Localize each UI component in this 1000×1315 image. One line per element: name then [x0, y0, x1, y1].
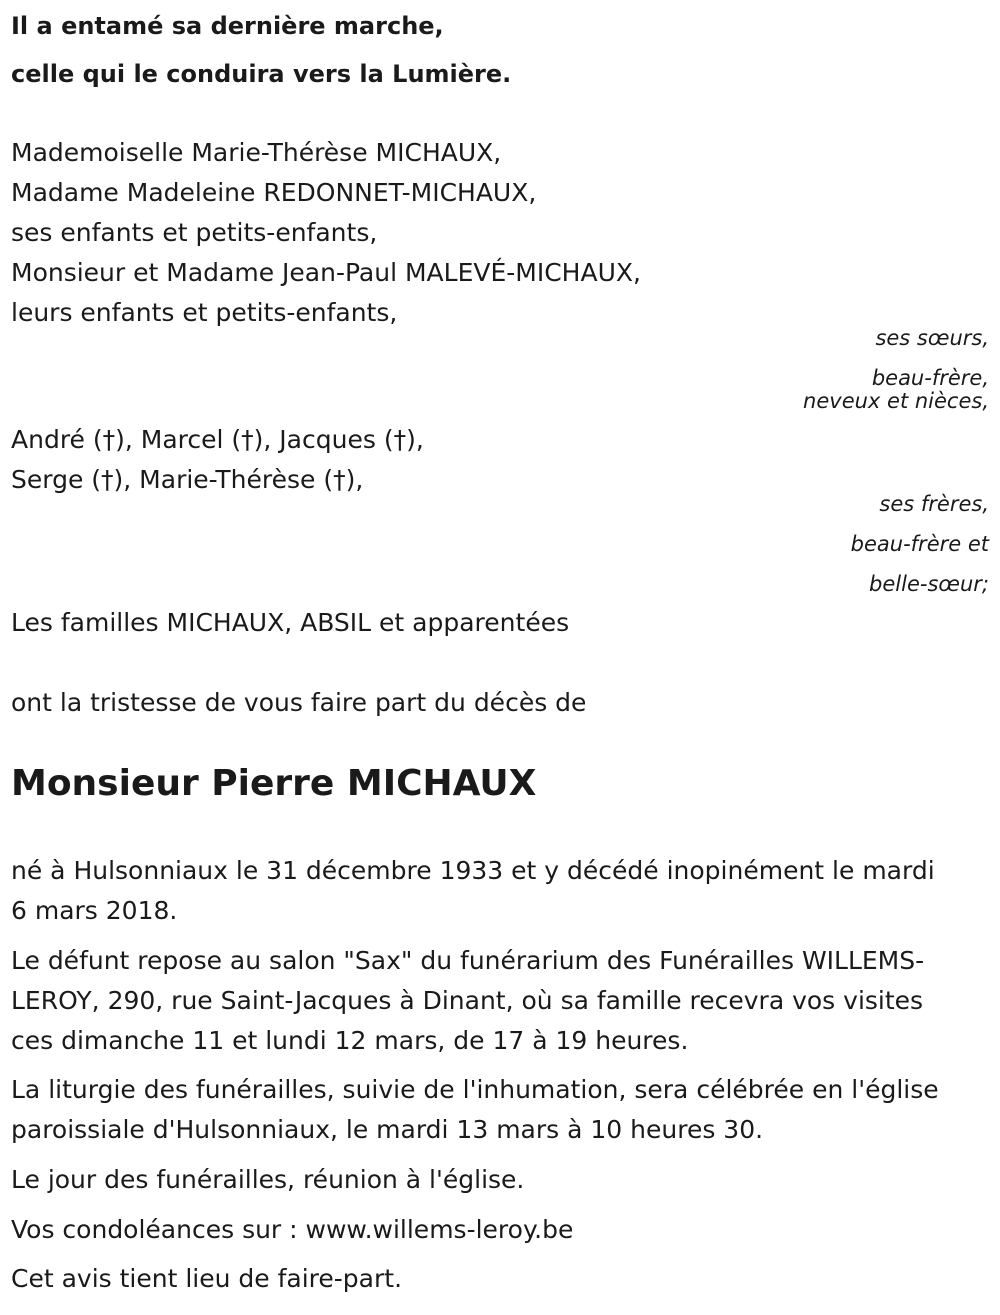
family-line-4: Monsieur et Madame Jean-Paul MALEVÉ-MICHAUX,: [11, 258, 641, 287]
siblings-role-sister-in-law: belle-sœur;: [869, 572, 989, 596]
body-line-9: Vos condoléances sur : www.willems-leroy.be: [11, 1215, 574, 1244]
body-line-10: Cet avis tient lieu de faire-part.: [11, 1264, 403, 1293]
siblings-role-brothers: ses frères,: [879, 492, 989, 516]
body-line-1: né à Hulsonniaux le 31 décembre 1933 et y décédé inopinément le mardi: [11, 856, 935, 885]
deceased-siblings-line-2: Serge (†), Marie-Thérèse (†),: [11, 465, 364, 494]
deceased-siblings-line-1: André (†), Marcel (†), Jacques (†),: [11, 425, 424, 454]
announcement-line: ont la tristesse de vous faire part du décès de: [11, 688, 587, 717]
body-line-6: La liturgie des funérailles, suivie de l'inhumation, sera célébrée en l'église: [11, 1075, 939, 1104]
body-line-2: 6 mars 2018.: [11, 896, 178, 925]
body-line-4: LEROY, 290, rue Saint-Jacques à Dinant, où sa famille recevra vos visites: [11, 986, 924, 1015]
family-line-5: leurs enfants et petits-enfants,: [11, 298, 398, 327]
body-line-8: Le jour des funérailles, réunion à l'église.: [11, 1165, 525, 1194]
family-line-3: ses enfants et petits-enfants,: [11, 218, 378, 247]
deceased-name: Monsieur Pierre MICHAUX: [11, 763, 537, 804]
body-line-7: paroissiale d'Hulsonniaux, le mardi 13 mars à 10 heures 30.: [11, 1115, 764, 1144]
family-role-nephews: neveux et nièces,: [803, 389, 989, 413]
families-line: Les familles MICHAUX, ABSIL et apparentées: [11, 608, 570, 637]
body-line-5: ces dimanche 11 et lundi 12 mars, de 17 à 19 heures.: [11, 1026, 689, 1055]
epigraph-line-1: Il a entamé sa dernière marche,: [11, 12, 444, 40]
family-role-brother-in-law: beau-frère,: [871, 366, 989, 390]
family-line-2: Madame Madeleine REDONNET-MICHAUX,: [11, 178, 537, 207]
epigraph-line-2: celle qui le conduira vers la Lumière.: [11, 60, 512, 88]
body-line-3: Le défunt repose au salon "Sax" du funérarium des Funérailles WILLEMS-: [11, 946, 925, 975]
family-role-sisters: ses sœurs,: [875, 326, 989, 350]
family-line-1: Mademoiselle Marie-Thérèse MICHAUX,: [11, 138, 502, 167]
siblings-role-brother-in-law: beau-frère et: [850, 532, 989, 556]
